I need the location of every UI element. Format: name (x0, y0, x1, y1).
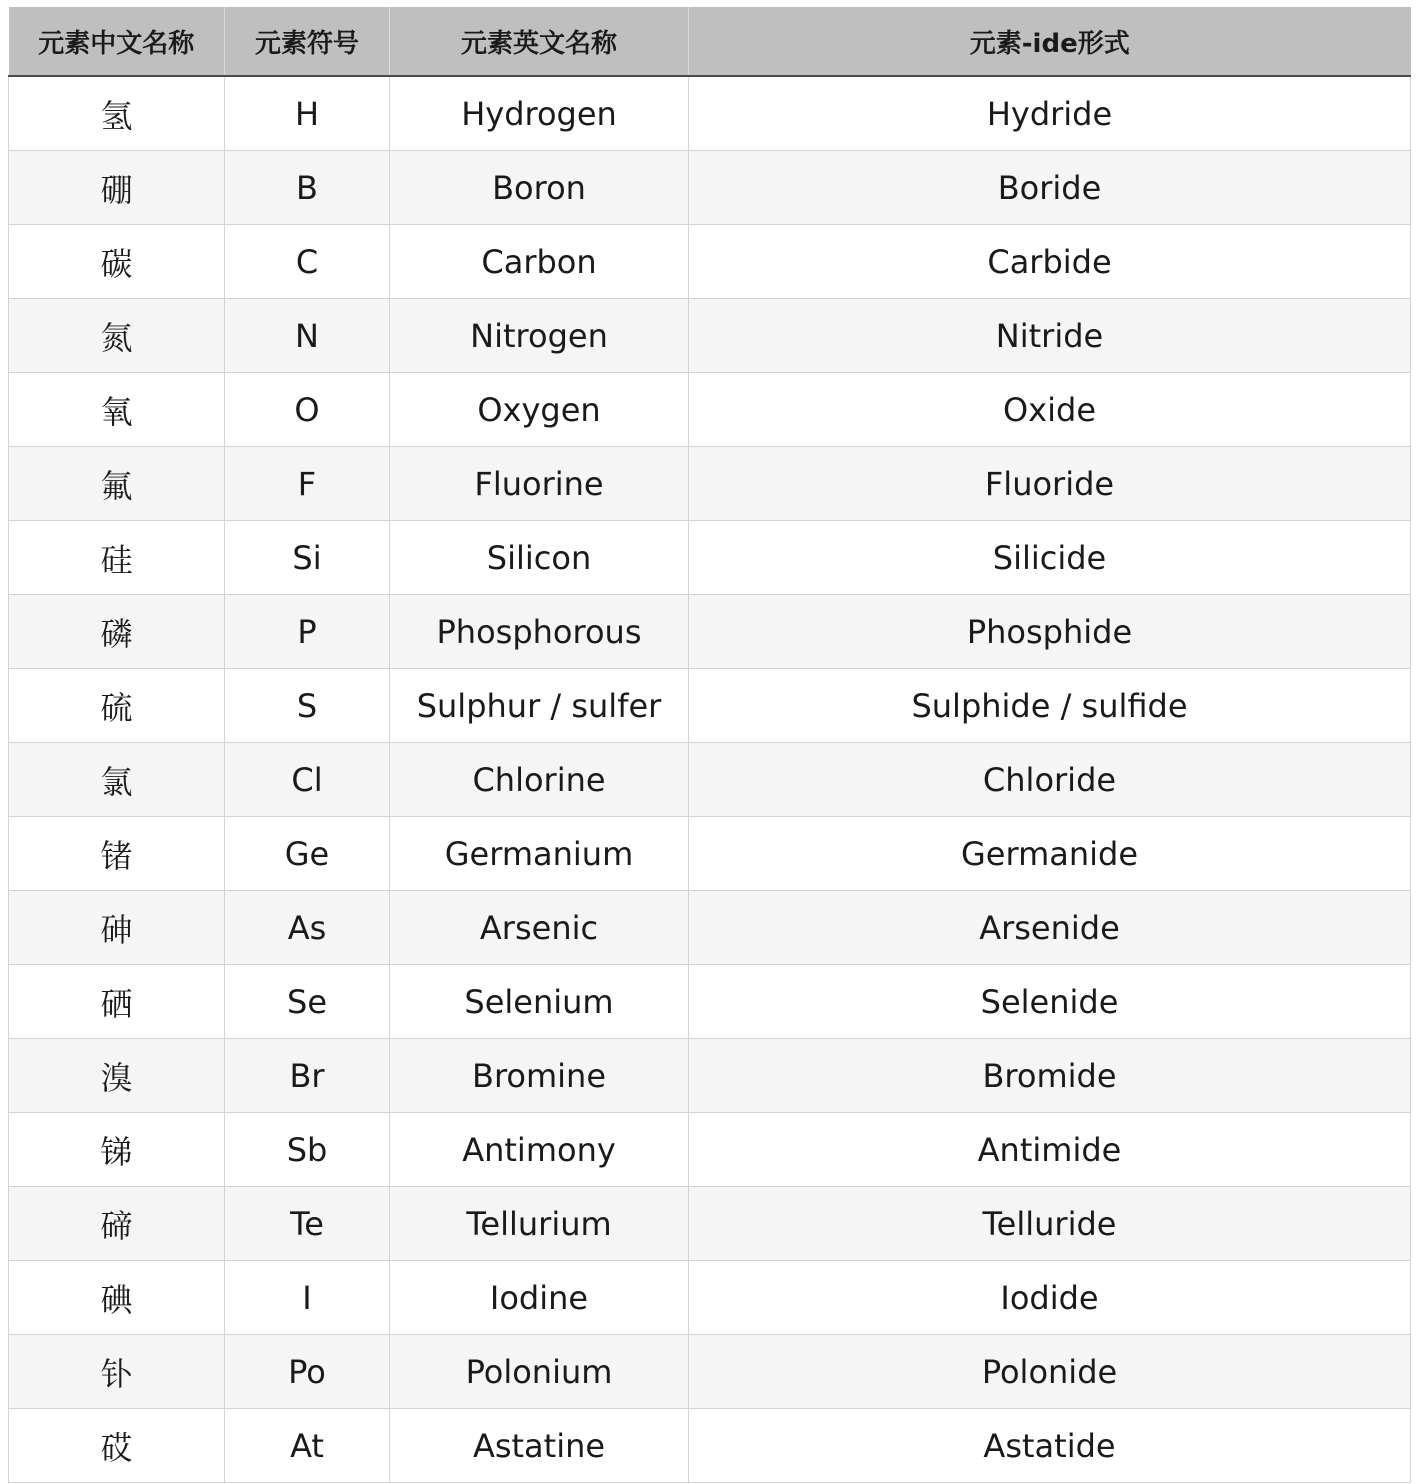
cell-english-name: Antimony (390, 1113, 689, 1187)
cell-ide-form: Telluride (689, 1187, 1411, 1261)
cell-english-name: Polonium (390, 1335, 689, 1409)
cell-symbol: S (225, 669, 390, 743)
cell-symbol: Sb (225, 1113, 390, 1187)
cell-symbol: Se (225, 965, 390, 1039)
cell-symbol: B (225, 151, 390, 225)
cell-symbol: Te (225, 1187, 390, 1261)
cell-symbol: As (225, 891, 390, 965)
cell-chinese-name: 硅 (9, 521, 225, 595)
cell-ide-form: Germanide (689, 817, 1411, 891)
table-body (9, 76, 1411, 1483)
cell-ide-form: Astatide (689, 1409, 1411, 1483)
cell-chinese-name: 碲 (9, 1187, 225, 1261)
cell-symbol: I (225, 1261, 390, 1335)
cell-chinese-name: 硼 (9, 151, 225, 225)
cell-ide-form: Iodide (689, 1261, 1411, 1335)
cell-symbol: C (225, 225, 390, 299)
element-table-container (8, 7, 1410, 1483)
table-row (9, 595, 1411, 669)
cell-symbol: O (225, 373, 390, 447)
table-row (9, 76, 1411, 151)
table-row (9, 743, 1411, 817)
cell-english-name: Astatine (390, 1409, 689, 1483)
table-row (9, 373, 1411, 447)
cell-ide-form: Chloride (689, 743, 1411, 817)
cell-symbol: P (225, 595, 390, 669)
table-row (9, 225, 1411, 299)
cell-english-name: Chlorine (390, 743, 689, 817)
cell-ide-form: Carbide (689, 225, 1411, 299)
cell-chinese-name: 碘 (9, 1261, 225, 1335)
cell-ide-form: Antimide (689, 1113, 1411, 1187)
table-row (9, 151, 1411, 225)
cell-english-name: Nitrogen (390, 299, 689, 373)
cell-chinese-name: 锑 (9, 1113, 225, 1187)
cell-english-name: Selenium (390, 965, 689, 1039)
table-row (9, 817, 1411, 891)
cell-symbol: Po (225, 1335, 390, 1409)
cell-chinese-name: 硒 (9, 965, 225, 1039)
cell-ide-form: Fluoride (689, 447, 1411, 521)
header-row (9, 7, 1411, 76)
cell-english-name: Oxygen (390, 373, 689, 447)
cell-chinese-name: 氯 (9, 743, 225, 817)
cell-chinese-name: 氟 (9, 447, 225, 521)
cell-symbol: N (225, 299, 390, 373)
table-row (9, 1113, 1411, 1187)
cell-english-name: Phosphorous (390, 595, 689, 669)
cell-ide-form: Phosphide (689, 595, 1411, 669)
cell-ide-form: Nitride (689, 299, 1411, 373)
cell-english-name: Sulphur / sulfer (390, 669, 689, 743)
cell-symbol: Ge (225, 817, 390, 891)
table-row (9, 965, 1411, 1039)
cell-english-name: Silicon (390, 521, 689, 595)
header-symbol: 元素符号 (225, 7, 390, 76)
table-row (9, 1335, 1411, 1409)
cell-english-name: Arsenic (390, 891, 689, 965)
element-table (8, 7, 1411, 1483)
cell-chinese-name: 氧 (9, 373, 225, 447)
table-row (9, 1409, 1411, 1483)
cell-english-name: Fluorine (390, 447, 689, 521)
table-row (9, 299, 1411, 373)
cell-ide-form: Bromide (689, 1039, 1411, 1113)
cell-english-name: Germanium (390, 817, 689, 891)
cell-ide-form: Hydride (689, 76, 1411, 151)
table-row (9, 521, 1411, 595)
table-row (9, 1261, 1411, 1335)
cell-english-name: Tellurium (390, 1187, 689, 1261)
table-row (9, 669, 1411, 743)
cell-chinese-name: 砷 (9, 891, 225, 965)
table-row (9, 1039, 1411, 1113)
table-header (9, 7, 1411, 76)
table-row (9, 447, 1411, 521)
cell-symbol: Cl (225, 743, 390, 817)
table-row (9, 891, 1411, 965)
cell-chinese-name: 氢 (9, 76, 225, 151)
cell-ide-form: Silicide (689, 521, 1411, 595)
cell-chinese-name: 锗 (9, 817, 225, 891)
cell-symbol: F (225, 447, 390, 521)
cell-english-name: Iodine (390, 1261, 689, 1335)
cell-symbol: Si (225, 521, 390, 595)
cell-symbol: Br (225, 1039, 390, 1113)
cell-chinese-name: 碳 (9, 225, 225, 299)
table-row (9, 1187, 1411, 1261)
cell-ide-form: Selenide (689, 965, 1411, 1039)
cell-chinese-name: 砹 (9, 1409, 225, 1483)
cell-english-name: Boron (390, 151, 689, 225)
header-ide-form: 元素-ide形式 (689, 7, 1411, 76)
cell-ide-form: Boride (689, 151, 1411, 225)
cell-ide-form: Oxide (689, 373, 1411, 447)
cell-english-name: Carbon (390, 225, 689, 299)
header-chinese-name: 元素中文名称 (9, 7, 225, 76)
cell-chinese-name: 钋 (9, 1335, 225, 1409)
cell-symbol: H (225, 76, 390, 151)
cell-english-name: Bromine (390, 1039, 689, 1113)
header-english-name: 元素英文名称 (390, 7, 689, 76)
cell-ide-form: Polonide (689, 1335, 1411, 1409)
cell-symbol: At (225, 1409, 390, 1483)
cell-chinese-name: 硫 (9, 669, 225, 743)
cell-ide-form: Sulphide / sulfide (689, 669, 1411, 743)
cell-ide-form: Arsenide (689, 891, 1411, 965)
cell-english-name: Hydrogen (390, 76, 689, 151)
cell-chinese-name: 氮 (9, 299, 225, 373)
cell-chinese-name: 溴 (9, 1039, 225, 1113)
cell-chinese-name: 磷 (9, 595, 225, 669)
